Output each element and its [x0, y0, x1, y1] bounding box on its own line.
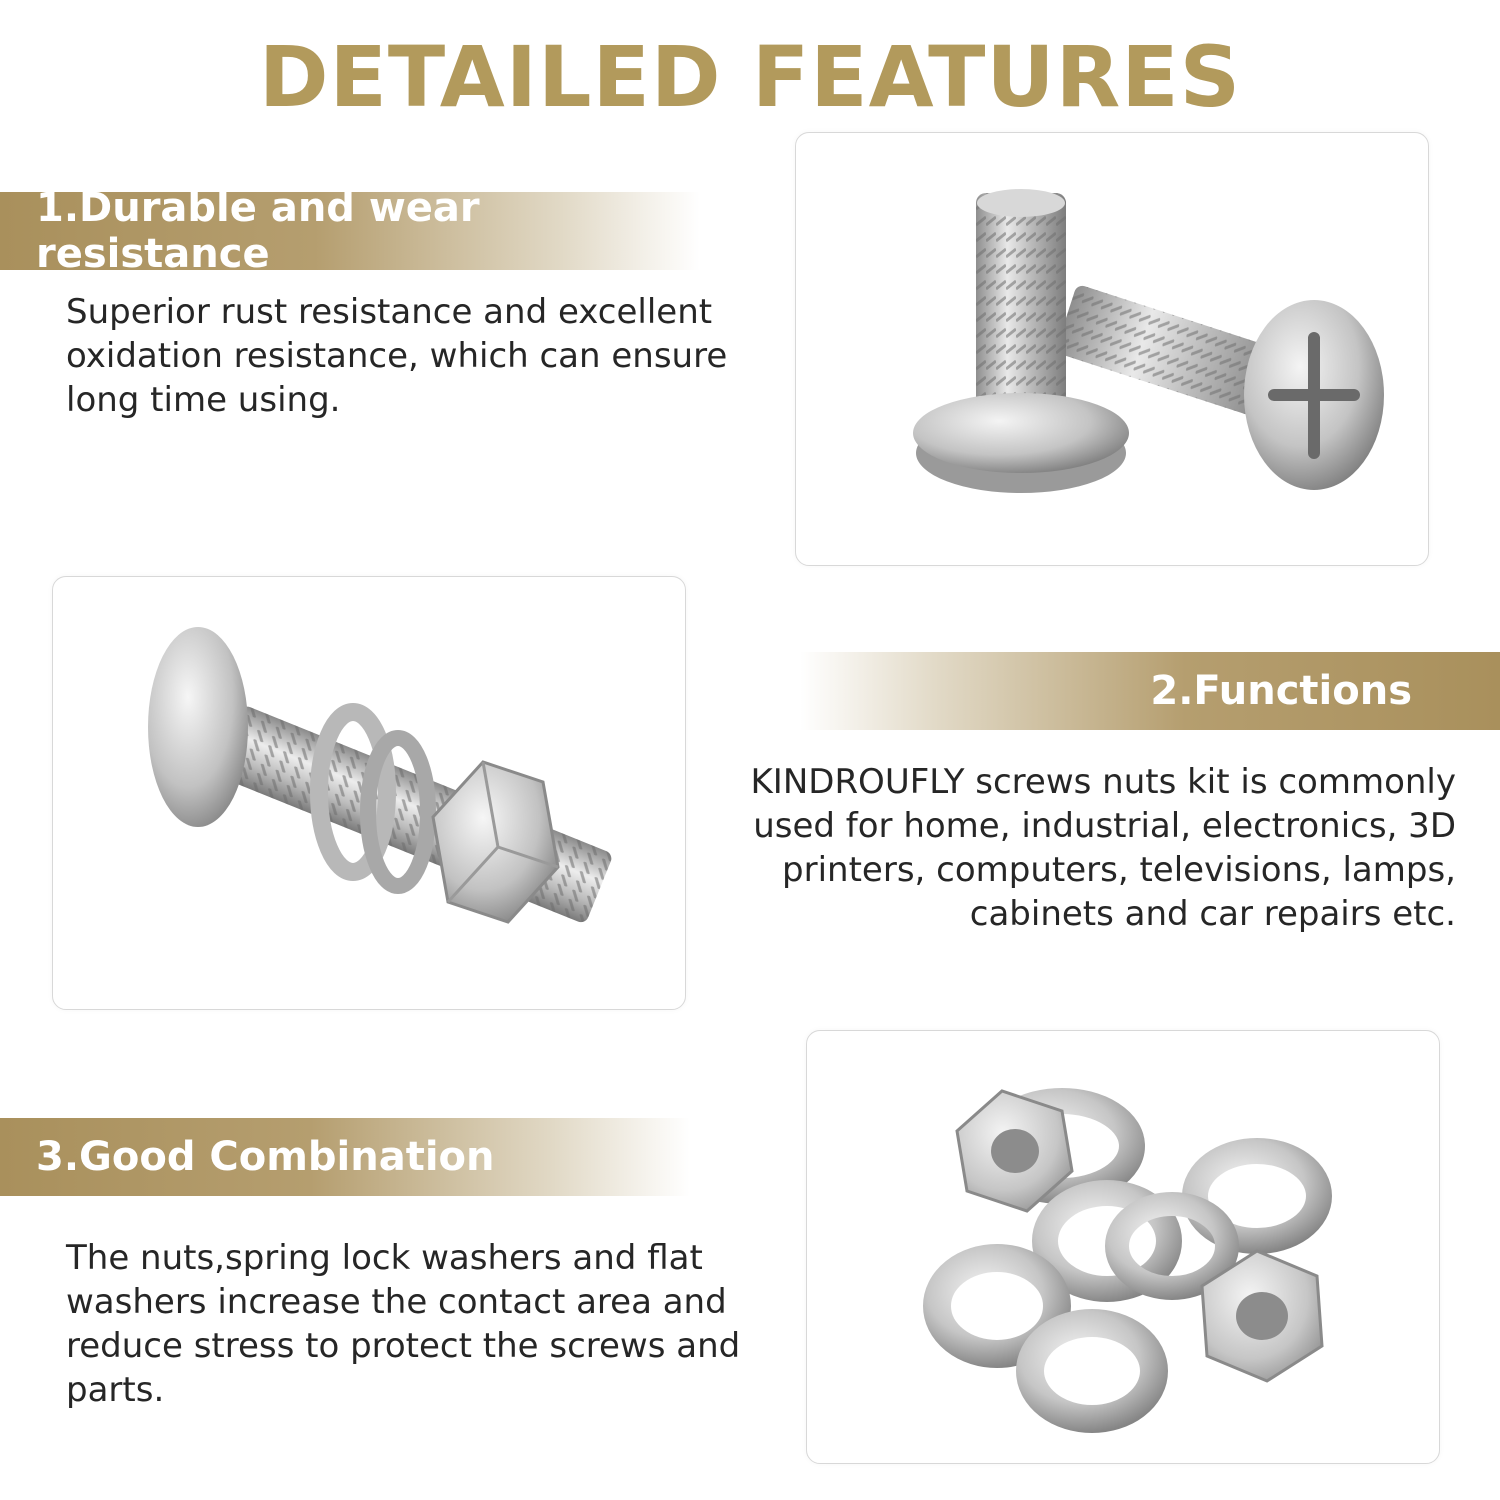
screw-nut-washer-assembly-image — [52, 576, 686, 1010]
feature-2-description — [696, 760, 1456, 936]
nuts-and-washers-image — [806, 1030, 1440, 1464]
feature-3-heading: 3.Good Combination — [36, 1134, 495, 1180]
page-title: DETAILED FEATURES — [258, 28, 1242, 126]
feature-3-line: washers increase the contact area and — [66, 1282, 727, 1322]
feature-1-heading: 1.Durable and wear resistance — [36, 185, 480, 277]
feature-1-line: Superior rust resistance and excellent — [66, 292, 713, 332]
feature-3-line: reduce stress to protect the screws and — [66, 1326, 741, 1366]
feature-2-heading: 2.Functions — [1150, 668, 1412, 714]
feature-3-line: parts. — [66, 1370, 165, 1410]
feature-3-line: The nuts,spring lock washers and flat — [66, 1238, 703, 1278]
feature-2-line: cabinets and car repairs etc. — [969, 894, 1456, 934]
feature-2-line: used for home, industrial, electronics, 3D — [753, 806, 1456, 846]
pan-head-screws-image — [795, 132, 1429, 566]
feature-1-line: oxidation resistance, which can ensure — [66, 336, 728, 376]
feature-2-line: KINDROUFLY screws nuts kit is commonly — [750, 762, 1456, 802]
feature-1-description — [66, 290, 766, 422]
feature-3-description — [66, 1236, 786, 1412]
feature-1-heading-band — [0, 185, 700, 277]
feature-2-line: printers, computers, televisions, lamps, — [782, 850, 1456, 890]
feature-1-line: long time using. — [66, 380, 341, 420]
feature-2-heading-band — [800, 652, 1500, 730]
feature-3-heading-band — [0, 1118, 690, 1196]
